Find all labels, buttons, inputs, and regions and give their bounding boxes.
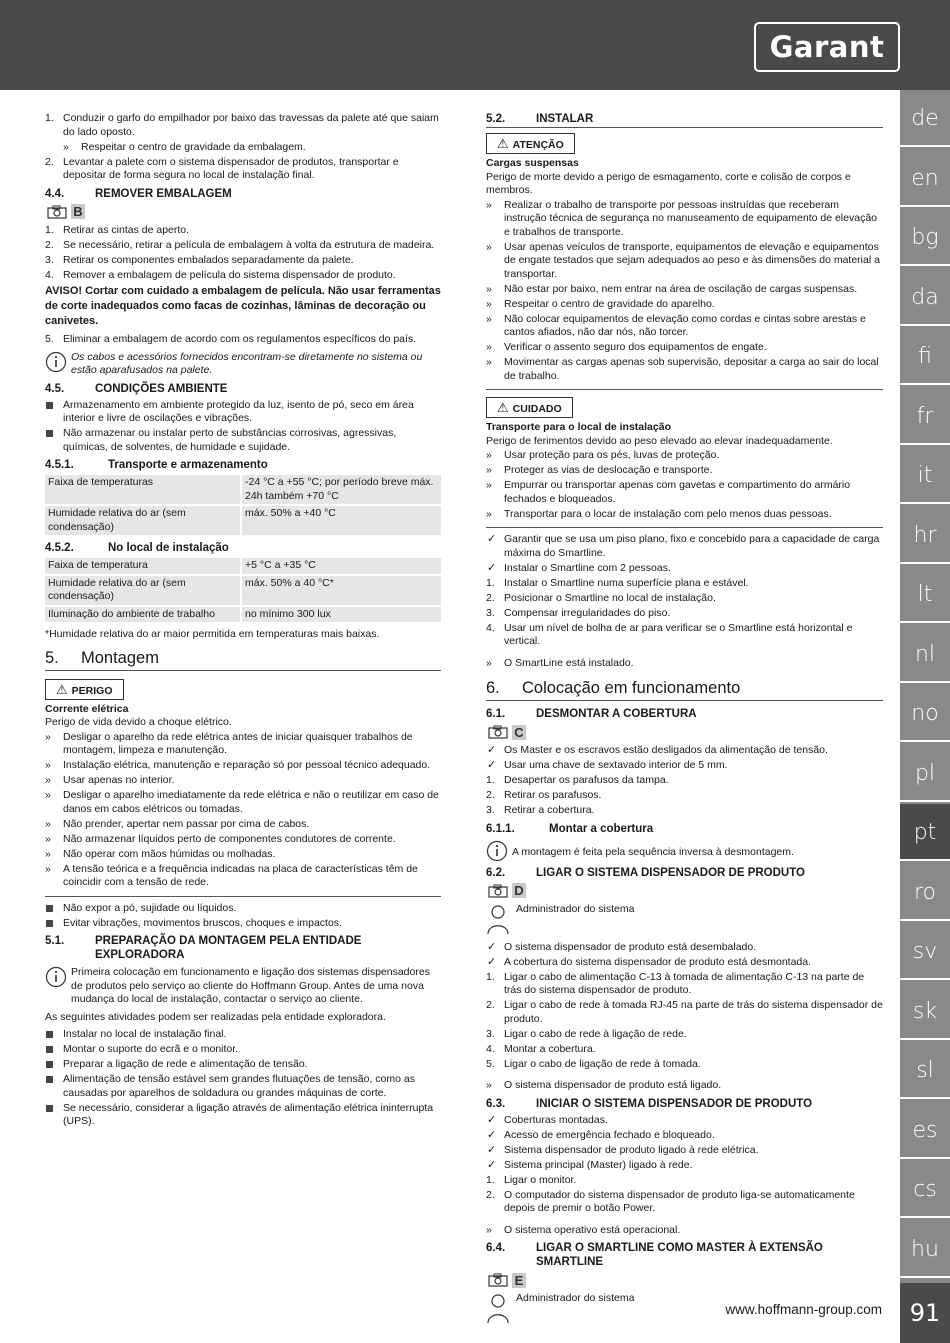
table-row <box>45 505 441 536</box>
arrow-marker: » <box>486 297 492 310</box>
table-row <box>45 558 441 575</box>
table-cell-value: máx. 50% a +40 °C <box>241 505 441 536</box>
list-text: Alimentação de tensão estável sem grandes flutuações de tensão, como as causadas por aparelhos de soldadura ou grandes máquinas de corte. <box>63 1073 415 1099</box>
section-heading: 5.1. PREPARAÇÃO DA MONTAGEM PELA ENTIDADE EXPLORADORA <box>45 935 362 961</box>
list-item <box>486 592 883 606</box>
camera-icon <box>488 1273 508 1287</box>
figure-ref <box>488 883 883 899</box>
result-item: » O sistema dispensador de produto está ligado. <box>486 1079 722 1091</box>
list-text: Respeitar o centro de gravidade do aparelho. <box>504 297 715 310</box>
table-cell-value: máx. 50% a 40 °C* <box>241 575 441 606</box>
language-tab-sl[interactable]: sl <box>900 1042 950 1099</box>
list-item <box>486 622 883 649</box>
list-text: Remover a embalagem de película do sistema dispensador de produto. <box>63 268 396 281</box>
list-item <box>486 577 883 591</box>
list-text: Evitar vibrações, movimentos bruscos, choques e impactos. <box>63 916 342 929</box>
list-text: Armazenamento em ambiente protegido da luz, isento de pó, seco em área interior e livre de oscilações e vibrações. <box>63 398 414 424</box>
person-icon <box>486 1292 510 1324</box>
list-marker: 1. <box>486 1173 495 1186</box>
warning-triangle-icon: ⚠ <box>56 681 68 697</box>
list-marker: 4. <box>486 621 495 634</box>
list-text: Coberturas montadas. <box>504 1113 608 1126</box>
language-tab-pl[interactable]: pl <box>900 745 950 802</box>
language-tab-sk[interactable]: sk <box>900 983 950 1040</box>
arrow-marker: » <box>486 240 492 253</box>
list-marker: 2. <box>486 999 495 1011</box>
square-bullet-icon <box>46 430 53 437</box>
list-item <box>45 141 441 155</box>
language-tab-sv[interactable]: sv <box>900 923 950 980</box>
checklist-item <box>486 744 883 758</box>
bullet-item <box>45 848 441 862</box>
list-text: Não armazenar ou instalar perto de substâncias corrosivas, agressivas, químicas, de solventes, de humidade e sujidade. <box>63 427 397 453</box>
list-item <box>486 804 883 818</box>
list-text: Instalar o Smartline numa superfície plana e estável. <box>504 576 749 589</box>
camera-icon <box>488 884 508 898</box>
list-item <box>486 1174 883 1188</box>
section-heading: 5.2. INSTALAR <box>486 112 883 128</box>
list-text: Instalação elétrica, manutenção e reparação só por pessoal técnico adequado. <box>63 759 431 771</box>
figure-ref <box>488 1272 883 1288</box>
list-marker: 1. <box>486 970 495 983</box>
checklist-item <box>486 1114 883 1128</box>
list-text: Não operar com mãos húmidas ou molhadas. <box>63 847 276 860</box>
info-note: A montagem é feita pela sequência inversa à desmontagem. <box>486 840 883 862</box>
list-text: Usar um nível de bolha de ar para verificar se o Smartline está horizontal e vertical. <box>504 621 853 647</box>
bullet-item <box>486 313 883 340</box>
square-bullet-icon <box>46 1076 53 1083</box>
list-text: Não colocar equipamentos de elevação como cordas e cintas sobre arestas e cantos afiados, não dar nós, não torcer. <box>504 312 866 338</box>
spec-table <box>45 558 441 624</box>
section-heading: 6.1. DESMONTAR A COBERTURA <box>486 708 697 720</box>
list-item <box>45 254 441 268</box>
figure-letter: C <box>512 725 526 740</box>
divider <box>486 527 883 528</box>
list-text: Levantar a palete com o sistema dispensador de produtos, transportar e depositar de forma segura no local de instalação final. <box>63 155 399 181</box>
bullet-item <box>45 1028 441 1042</box>
table-cell-value: -24 °C a +55 °C; por período breve máx. 24h também +70 °C <box>241 475 441 505</box>
info-icon <box>486 840 508 862</box>
bullet-item <box>486 341 883 355</box>
list-text: Não prender, apertar nem passar por cima de cabos. <box>63 817 310 830</box>
role-admin: Administrador do sistema <box>486 903 883 935</box>
bullet-item <box>45 759 441 773</box>
arrow-marker: » <box>45 789 51 801</box>
bullet-item <box>486 283 883 297</box>
bullet-item <box>45 1102 441 1129</box>
language-tab-fi[interactable]: fi <box>900 328 950 385</box>
list-text: Instalar o Smartline com 2 pessoas. <box>504 561 671 574</box>
list-item <box>486 1058 883 1072</box>
bullet-item <box>45 1073 441 1100</box>
arrow-marker: » <box>486 479 492 491</box>
list-marker: 1. <box>486 576 495 589</box>
square-bullet-icon <box>46 1061 53 1068</box>
list-item <box>486 999 883 1026</box>
language-tab-nl[interactable]: nl <box>900 626 950 683</box>
list-item <box>45 112 441 139</box>
bullet-item <box>486 464 883 478</box>
list-text: Sistema principal (Master) ligado à rede. <box>504 1158 693 1171</box>
square-bullet-icon <box>46 1031 53 1038</box>
right-column <box>486 112 883 1330</box>
list-marker: 3. <box>486 606 495 619</box>
list-text: Proteger as vias de deslocação e transporte. <box>504 464 713 476</box>
language-tab-de[interactable]: de <box>900 90 950 147</box>
table-cell-key: Faixa de temperatura <box>45 558 241 575</box>
language-tab-da[interactable]: da <box>900 269 950 326</box>
list-text: Garantir que se usa um piso plano, fixo e concebido para a capacidade de carga máxima do Smartline. <box>504 533 880 559</box>
list-text: Usar apenas no interior. <box>63 774 175 786</box>
bullet-item <box>45 399 441 426</box>
list-item <box>45 239 441 253</box>
table-cell-value: +5 °C a +35 °C <box>241 558 441 575</box>
language-tab-no[interactable]: no <box>900 685 950 742</box>
checklist-item <box>486 562 883 576</box>
bullet-item <box>45 774 441 788</box>
list-item <box>45 224 441 238</box>
list-text: Ligar o cabo de ligação de rede à tomada. <box>504 1057 701 1070</box>
page-number: 91 <box>900 1283 950 1343</box>
info-note: Primeira colocação em funcionamento e ligação dos sistemas dispensadores de produtos pelo serviço ao cliente do Hoffmann Group. Antes de uma nova mudança do local de instalação, contactar o serviço ao cliente. <box>45 966 441 1007</box>
bullet-item <box>486 508 883 522</box>
list-text: Ligar o cabo de alimentação C-13 à tomada de alimentação C-13 na parte de trás do sistema dispensador de produto. <box>504 970 865 996</box>
arrow-marker: » <box>45 862 51 875</box>
arrow-marker: » <box>486 507 492 520</box>
caution-text: Perigo de ferimentos devido ao peso elevado ao elevar inadequadamente. <box>486 434 833 447</box>
attention-label: ⚠ ATENÇÃO <box>486 133 575 154</box>
table-cell-key: Humidade relativa do ar (sem condensação) <box>45 575 241 606</box>
list-item <box>45 269 441 283</box>
caution-label: ⚠ CUIDADO <box>486 397 573 418</box>
list-text: Retirar a cobertura. <box>504 804 595 816</box>
bullet-item <box>45 427 441 454</box>
list-marker: 3. <box>486 804 495 816</box>
header-bar <box>0 0 950 90</box>
list-text: O computador do sistema dispensador de produto liga-se automaticamente depois de premir o botão Power. <box>504 1188 855 1214</box>
section-heading: 6.4. LIGAR O SMARTLINE COMO MASTER À EXTENSÃO SMARTLINE <box>486 1242 823 1268</box>
list-text: Usar proteção para os pés, luvas de proteção. <box>504 449 720 461</box>
table-cell-key: Humidade relativa do ar (sem condensação) <box>45 505 241 536</box>
list-text: Instalar no local de instalação final. <box>63 1028 227 1040</box>
arrow-marker: » <box>486 356 492 368</box>
garant-logo: Garant <box>754 22 900 72</box>
list-text: Acesso de emergência fechado e bloqueado. <box>504 1128 715 1141</box>
list-text: Compensar irregularidades do piso. <box>504 606 671 619</box>
list-text: Montar o suporte do ecrã e o monitor. <box>63 1043 239 1055</box>
list-text: Empurrar ou transportar apenas com gavetas e compartimento do armário fechados e bloqueados. <box>504 479 851 505</box>
table-row <box>45 606 441 624</box>
list-marker: 1. <box>45 223 54 236</box>
warning-text: AVISO! Cortar com cuidado a embalagem de película. Não usar ferramentas de corte inadequados como facas de cozinhas, lâminas de decoração ou canivetes. <box>45 285 441 327</box>
list-text: Conduzir o garfo do empilhador por baixo das travessas da palete até que saiam do lado oposto. <box>63 112 439 138</box>
list-text: A cobertura do sistema dispensador de produto está desmontada. <box>504 955 812 968</box>
arrow-marker: » <box>486 282 492 295</box>
list-text: Desapertar os parafusos da tampa. <box>504 774 669 786</box>
list-marker: 2. <box>45 155 54 168</box>
paragraph: As seguintes atividades podem ser realizadas pela entidade exploradora. <box>45 1010 386 1023</box>
arrow-marker: » <box>45 847 51 860</box>
list-text: Retirar os componentes embalados separadamente da palete. <box>63 253 354 266</box>
list-marker: 2. <box>45 238 54 251</box>
warning-triangle-icon: ⚠ <box>497 400 509 415</box>
checklist-item <box>486 1144 883 1158</box>
list-marker: 1. <box>486 774 495 786</box>
table-row <box>45 575 441 606</box>
arrow-marker: » <box>45 730 51 743</box>
list-item <box>486 607 883 621</box>
list-text: Se necessário, retirar a película de embalagem à volta da estrutura de madeira. <box>63 238 435 251</box>
list-marker: 2. <box>486 789 495 801</box>
list-item <box>486 1028 883 1042</box>
list-text: Preparar a ligação de rede e alimentação de tensão. <box>63 1058 308 1070</box>
list-marker: 3. <box>45 253 54 266</box>
table-cell-key: Faixa de temperaturas <box>45 475 241 505</box>
language-tab-hr[interactable]: hr <box>900 507 950 564</box>
checklist-item <box>486 941 883 955</box>
list-text: Ligar o monitor. <box>504 1173 577 1186</box>
bullet-item <box>486 298 883 312</box>
language-tab-lt[interactable]: lt <box>900 566 950 623</box>
info-note: Os cabos e acessórios fornecidos encontram-se diretamente no sistema ou estão aparafusados na palete. <box>45 351 441 378</box>
bullet-item <box>45 863 441 890</box>
checklist-item <box>486 759 883 773</box>
language-tab-it[interactable]: it <box>900 447 950 504</box>
camera-icon <box>47 205 67 219</box>
checklist-item <box>486 1159 883 1173</box>
list-marker: 2. <box>486 591 495 604</box>
result-item: » O SmartLine está instalado. <box>486 656 634 669</box>
bullet-item <box>45 731 441 758</box>
list-marker: » <box>63 140 69 153</box>
list-text: Retirar os parafusos. <box>504 789 602 801</box>
square-bullet-icon <box>46 920 53 927</box>
list-text: Os Master e os escravos estão desligados da alimentação de tensão. <box>504 744 828 756</box>
attention-title: Cargas suspensas <box>486 157 579 169</box>
arrow-marker: » <box>486 449 492 461</box>
spec-table <box>45 475 441 537</box>
language-tab-hu[interactable]: hu <box>900 1221 950 1278</box>
list-text: Transportar para o locar de instalação com pelo menos duas pessoas. <box>504 507 832 520</box>
list-text: Posicionar o Smartline no local de instalação. <box>504 591 716 604</box>
square-bullet-icon <box>46 905 53 912</box>
list-item: 5. Eliminar a embalagem de acordo com os regulamentos específicos do país. <box>45 333 417 345</box>
figure-letter: E <box>512 1273 526 1288</box>
role-admin: Administrador do sistema <box>486 1292 883 1324</box>
list-text: Movimentar as cargas apenas sob supervisão, depositar a carga ao sair do local de trabalho. <box>504 356 879 382</box>
danger-title: Corrente elétrica <box>45 702 129 715</box>
list-text: Não armazenar líquidos perto de componentes condutores de corrente. <box>63 832 396 845</box>
bullet-item <box>45 818 441 832</box>
info-icon <box>45 966 67 988</box>
language-tab-bg[interactable]: bg <box>900 209 950 266</box>
list-item <box>486 774 883 788</box>
subsection-heading: 4.5.2. No local de instalação <box>45 542 229 554</box>
square-bullet-icon <box>46 1105 53 1112</box>
chapter-heading: 6. Colocação em funcionamento <box>486 678 883 701</box>
divider <box>486 389 883 390</box>
subsection-heading: 4.5.1. Transporte e armazenamento <box>45 459 268 471</box>
table-cell-key: Iluminação do ambiente de trabalho <box>45 606 241 624</box>
danger-text: Perigo de vida devido a choque elétrico. <box>45 716 232 728</box>
section-heading: 4.5. CONDIÇÕES AMBIENTE <box>45 382 228 395</box>
list-marker: 2. <box>486 1188 495 1201</box>
arrow-marker: » <box>45 817 51 830</box>
list-marker: 5. <box>486 1057 495 1070</box>
list-text: Realizar o trabalho de transporte por pessoas instruídas que receberam instrução técnica de segurança no manuseamento de equipamento de elevação e trabalhos de transporte. <box>504 198 878 238</box>
figure-letter: D <box>512 883 526 898</box>
list-text: A tensão teórica e a frequência indicadas na placa de características têm de coincidir com a tensão de rede. <box>63 862 418 888</box>
list-text: Usar uma chave de sextavado interior de 5 mm. <box>504 759 728 771</box>
arrow-marker: » <box>486 312 492 325</box>
arrow-marker: » <box>45 774 51 786</box>
list-marker: 4. <box>486 1042 495 1055</box>
chapter-heading: 5. Montagem <box>45 648 441 671</box>
info-icon <box>45 351 67 373</box>
arrow-marker: » <box>486 198 492 211</box>
bullet-item <box>486 241 883 282</box>
warning-triangle-icon: ⚠ <box>497 136 509 151</box>
camera-icon <box>488 725 508 739</box>
square-bullet-icon <box>46 1046 53 1053</box>
arrow-marker: » <box>486 341 492 353</box>
table-cell-value: no mínimo 300 lux <box>241 606 441 624</box>
list-text: Não expor a pó, sujidade ou líquidos. <box>63 901 237 914</box>
left-column <box>45 112 441 1130</box>
figure-ref <box>47 204 441 220</box>
bullet-item <box>486 449 883 463</box>
result-item: » O sistema operativo está operacional. <box>486 1223 681 1236</box>
caution-title: Transporte para o local de instalação <box>486 421 671 433</box>
list-item <box>486 1189 883 1216</box>
list-marker: 3. <box>486 1027 495 1040</box>
bullet-item <box>486 356 883 383</box>
footnote: *Humidade relativa do ar maior permitida em temperaturas mais baixas. <box>45 628 380 640</box>
section-heading: 4.4. REMOVER EMBALAGEM <box>45 187 232 200</box>
language-tab-ro[interactable]: ro <box>900 864 950 921</box>
bullet-item <box>45 1058 441 1072</box>
list-text: Retirar as cintas de aperto. <box>63 223 190 236</box>
list-text: Desligar o aparelho imediatamente da rede elétrica e não o reutilizar em caso de danos em cabos elétricos ou tomadas. <box>63 789 439 815</box>
bullet-item <box>45 789 441 816</box>
list-item <box>486 971 883 998</box>
list-text: Usar apenas veículos de transporte, equipamentos de elevação e equipamentos de engate testados que sejam adequados ao peso e às dimensões do material a transportar. <box>504 240 880 280</box>
bullet-item <box>486 479 883 506</box>
list-text: Respeitar o centro de gravidade da embalagem. <box>81 140 306 153</box>
section-heading: 6.2. LIGAR O SISTEMA DISPENSADOR DE PRODUTO <box>486 866 805 879</box>
table-row <box>45 475 441 505</box>
language-tab-fr[interactable]: fr <box>900 388 950 445</box>
list-text: Não estar por baixo, nem entrar na área de oscilação de cargas suspensas. <box>504 282 858 295</box>
arrow-marker: » <box>45 759 51 771</box>
language-tab-en[interactable]: en <box>900 150 950 207</box>
divider <box>45 896 441 897</box>
bullet-item <box>45 902 441 916</box>
attention-text: Perigo de morte devido a perigo de esmagamento, corte e colisão de corpos e membros. <box>486 170 851 196</box>
list-text: Se necessário, considerar a ligação através de alimentação elétrica ininterrupta (UPS). <box>63 1101 434 1127</box>
language-tab-cs[interactable]: cs <box>900 1161 950 1218</box>
checklist-item <box>486 956 883 970</box>
subsection-heading: 6.1.1. Montar a cobertura <box>486 822 654 835</box>
list-marker: 1. <box>45 112 54 124</box>
bullet-item <box>45 917 441 931</box>
arrow-marker: » <box>486 464 492 476</box>
list-marker: 4. <box>45 268 54 281</box>
figure-ref <box>488 724 883 740</box>
footer-url[interactable]: www.hoffmann-group.com <box>725 1302 882 1317</box>
bullet-item <box>45 1043 441 1057</box>
language-tab-pt[interactable]: pt <box>900 804 950 861</box>
section-heading: 6.3. INICIAR O SISTEMA DISPENSADOR DE PRODUTO <box>486 1097 813 1110</box>
list-item <box>486 789 883 803</box>
checklist-item <box>486 1129 883 1143</box>
language-tab-es[interactable]: es <box>900 1102 950 1159</box>
list-text: Sistema dispensador de produto ligado à rede elétrica. <box>504 1143 759 1156</box>
person-icon <box>486 903 510 935</box>
square-bullet-icon <box>46 402 53 409</box>
list-text: O sistema dispensador de produto está desembalado. <box>504 940 757 953</box>
checklist-item <box>486 533 883 560</box>
list-text: Verificar o assento seguro dos equipamentos de engate. <box>504 341 767 353</box>
list-text: Ligar o cabo de rede à tomada RJ-45 na parte de trás do sistema dispensador de produto. <box>504 999 883 1025</box>
figure-letter: B <box>71 204 85 219</box>
list-item <box>45 156 441 183</box>
list-text: Montar a cobertura. <box>504 1042 596 1055</box>
list-text: Desligar o aparelho da rede elétrica antes de iniciar quaisquer trabalhos de montagem, limpeza e manutenção. <box>63 730 413 756</box>
arrow-marker: » <box>45 832 51 845</box>
bullet-item <box>486 199 883 240</box>
list-text: Ligar o cabo de rede à ligação de rede. <box>504 1027 687 1040</box>
danger-label: ⚠ PERIGO <box>45 679 124 700</box>
bullet-item <box>45 833 441 847</box>
list-item <box>486 1043 883 1057</box>
